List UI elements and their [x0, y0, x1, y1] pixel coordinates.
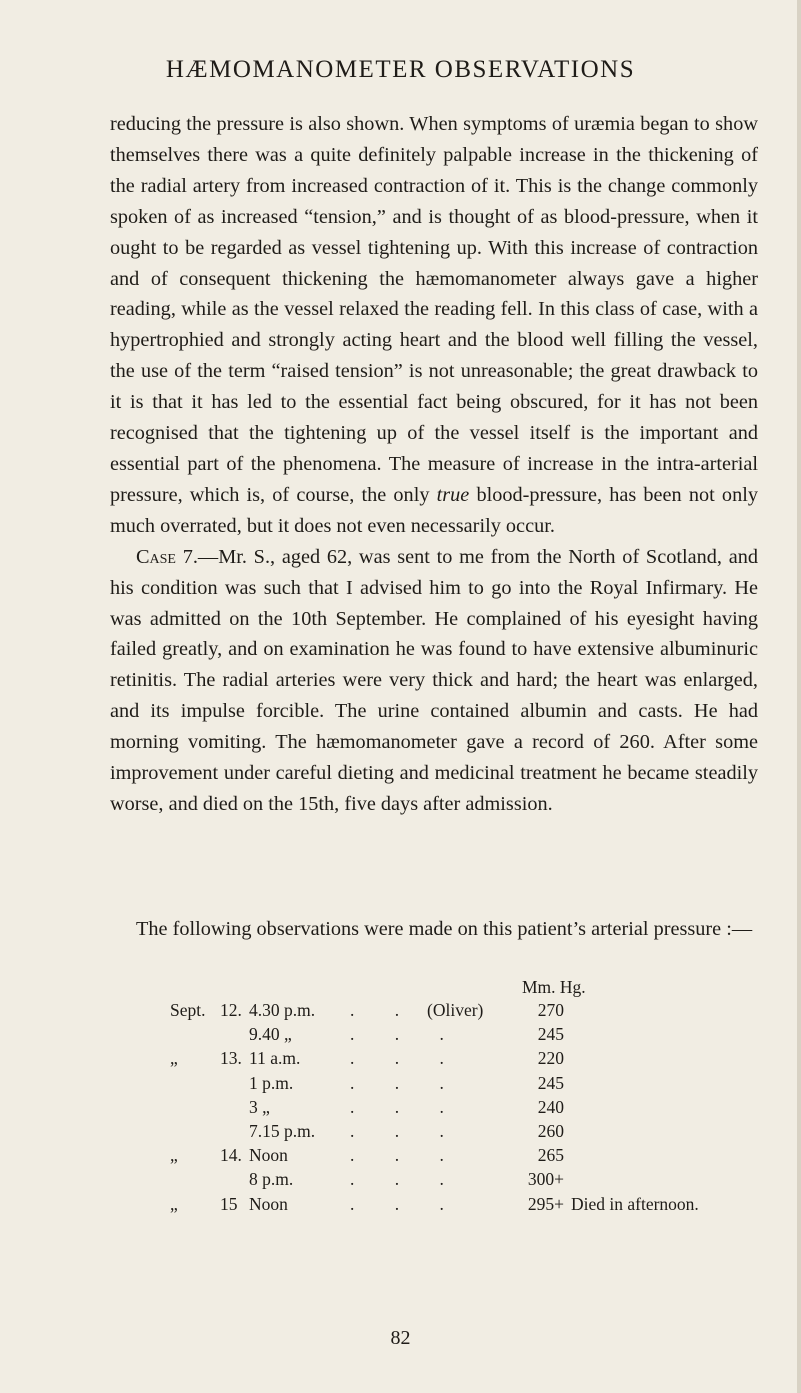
page-number: 82	[390, 1327, 411, 1349]
paragraph	[110, 109, 758, 542]
case-label: Case 7.	[136, 545, 198, 568]
paragraph-text-end: blood-pressure, has been not only much overrated, but it does not even necessarily occur.	[110, 483, 758, 537]
case-paragraph	[110, 542, 758, 820]
running-head: HÆMOMANOMETER OBSERVATIONS	[165, 56, 636, 83]
unit-header: Mm. Hg.	[522, 977, 586, 997]
body-text	[110, 109, 758, 820]
cell-dots: . . .	[350, 1072, 462, 1093]
cell-note: Died in afternoon.	[571, 1193, 699, 1214]
page-edge	[797, 0, 801, 1393]
cell-dots: . . .	[350, 1193, 462, 1214]
cell-dots: . . .	[350, 1048, 462, 1069]
cell-value: 245	[537, 1072, 564, 1093]
cell-time: 11 a.m.	[249, 1048, 301, 1069]
cell-value: 270	[537, 1000, 564, 1020]
case-text: —Mr. S., aged 62, was sent to me from the North of Scotland, and his condition was such that I advised him to go into the Royal Infirmary. He was admitted on the 10th September. He complained of his eyesight having failed greatly, and on examination he was found to have extensive albuminuric retinitis. The radial arteries were very thick and hard; the heart was enlarged, and its impulse forcible. The urine contained albumin and casts. He had morning vomiting. The hæmomanometer gave a record of 260. After some improvement under careful dieting and medicinal treatment he became steadily worse, and died on the 15th, five days after admission.	[110, 545, 758, 815]
cell-time: Noon	[249, 1145, 288, 1166]
cell-dots: . . .	[350, 1145, 462, 1166]
cell-value: 260	[537, 1121, 564, 1141]
cell-dots: . . .	[350, 1024, 462, 1045]
cell-value: 245	[537, 1024, 564, 1045]
cell-day: 14.	[220, 1145, 242, 1166]
cell-day: 13.	[220, 1048, 242, 1069]
cell-month: Sept.	[170, 1000, 206, 1020]
cell-month: „	[170, 1145, 178, 1166]
cell-month: „	[170, 1048, 178, 1069]
cell-value: 265	[537, 1145, 564, 1166]
cell-value: 300+	[527, 1169, 564, 1190]
cell-time: 3 „	[249, 1096, 270, 1117]
cell-dots: . .	[350, 1000, 418, 1020]
cell-time: 9.40 „	[249, 1024, 292, 1045]
cell-value: 295+	[527, 1193, 564, 1214]
observations-intro: The following observations were made on this patient’s arterial pressure :—	[136, 918, 753, 940]
cell-time: 8 p.m.	[249, 1169, 294, 1190]
cell-value: 220	[537, 1048, 564, 1069]
cell-time: 7.15 p.m.	[249, 1121, 316, 1141]
cell-value: 240	[537, 1096, 564, 1117]
cell-dots: . . .	[350, 1121, 462, 1141]
cell-time: 1 p.m.	[249, 1072, 294, 1093]
cell-day: 12.	[220, 1000, 242, 1020]
cell-time: Noon	[249, 1193, 288, 1214]
cell-time: 4.30 p.m.	[249, 1000, 316, 1020]
paragraph-text: reducing the pressure is also shown. When symptoms of uræmia began to show themselves there was a quite definitely palpable increase in the thickening of the radial artery from increased contraction of it. This is the change commonly spoken of as increased “tension,” and is thought of as blood-pressure, when it ought to be regarded as vessel tightening up. With this increase of contraction and of consequent thickening the hæmomanometer always gave a higher reading, while as the vessel relaxed the reading fell. In this class of case, with a hypertrophied and strongly acting heart and the blood well filling the vessel, the use of the term “raised tension” is not unreasonable; the great drawback to it is that it has led to the essential fact being obscured, for it has not been recognised that the tightening up of the vessel itself is the important and essential part of the phenomena. The measure of increase in the intra-arterial pressure, which is, of course, the only	[110, 113, 758, 506]
cell-month: „	[170, 1193, 178, 1214]
italic-word: true	[436, 483, 470, 506]
cell-dots: . . .	[350, 1169, 462, 1190]
cell-day: 15	[220, 1193, 238, 1214]
cell-instrument: (Oliver)	[427, 1000, 484, 1020]
cell-dots: . . .	[350, 1096, 462, 1117]
